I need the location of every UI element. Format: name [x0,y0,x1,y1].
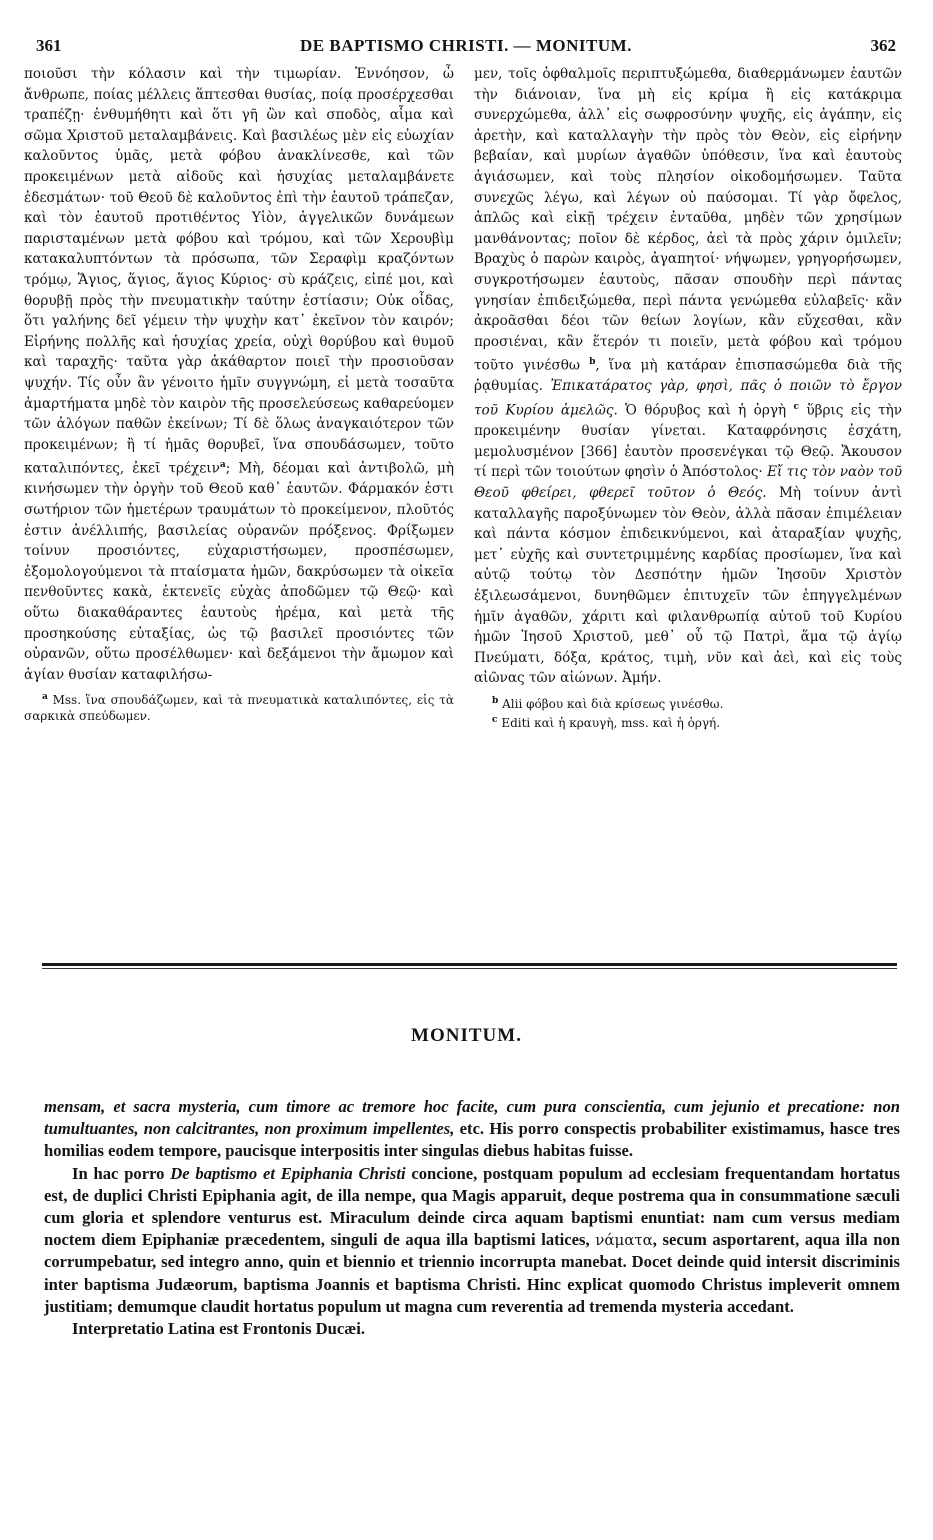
left-footnotes [24,689,454,724]
footnote-a-mark: a [42,692,48,703]
footnote-a [24,689,454,724]
divider-thick-line [42,963,897,966]
left-text-part-2: ; Μὴ, δέομαι καὶ ἀντιβολῶ, μὴ κινήσωμεν τὴν ὀργὴν τοῦ Θεοῦ καθ᾽ ἑαυτῶν. Φάρμακόν ἐστι σωτήριον τῶν ἡμετέρων τραυμάτων τὸ προκείμενον, πλοῦτός ἐστιν ἀνέλλιπής, βασιλείας οὐρανῶν πρόξενος. Φρίξωμεν τοίνυν προσιόντες, εὐχαριστήσωμεν, προσπέσωμεν, ἐξομολογούμενοι τὰ πταίσματα ἡμῶν, δακρύσωμεν τὰ οἰκεῖα πενθοῦντες κακὰ, ἐκτενεῖς εὐχὰς ἀποδῶμεν τῷ Θεῷ· καὶ οὕτω διακαθάραντες ἑαυτοὺς ἠρέμα, καὶ μετὰ τῆς προσηκούσης εὐταξίας, ὡς τῷ βασιλεῖ προσιόντες τῶν οὐρανῶν, οὕτω προσέλθωμεν· καὶ δεξάμενοι τὴν ἄμωμον καὶ ἁγίαν θυσίαν καταφιλήσω- [24,460,455,683]
footnote-b-mark: b [492,695,499,706]
footnote-ref-a: a [219,460,226,471]
greek-column-right [474,64,902,731]
scripture-quote-2: Εἴ τις τὸν ναὸν τοῦ Θεοῦ φθείρει, φθερεῖ τοῦτον ὁ Θεός. [474,464,902,501]
monitum-p2-greek: νάματα [595,1231,653,1250]
footnote-c [474,712,902,731]
page-number-right: 362 [870,36,896,55]
right-column-body [474,64,902,689]
monitum-p1-italic: mensam, et sacra mysteria, cum timore ac tremore hoc facite, cum pura conscientia, cum jejunio et precatione: non tumultuantes, non calcitrantes, non proximum impellentes, [44,1097,900,1139]
monitum-p2-c: , secum asportarent, aqua illa non corrumpebatur, sed integro anno, quin et biennio et triennio incorrupta manebat. Docet deinde quid intersit discriminis inter baptisma Judæorum, baptisma Joannis et baptisma Christi. Hinc explicat quomodo Christus impleverit omnem justitiam; demumque claudit hortatus populum ut magna cum reverentia ad tremenda mysteria accedant. [44,1230,900,1316]
divider-thin-line [42,968,897,969]
footnote-b-text: Alii φόβου καὶ διὰ κρίσεως γινέσθω. [502,696,724,711]
monitum-p2-b: concione, postquam populum ad ecclesiam frequentandam hortatus est, de duplici Christi Epiphania agit, de illa nempe, qua Magis apparuit, deque postrema qua in consummatione sæculi cum gloria et splendore venturus est. Miraculum deinde circa aquam baptismi enuntiat: nam cum versus mediam noctem diem Epiphaniæ præcedentem, singuli de aqua illa baptismi latices, [44,1163,900,1250]
right-text-part-5: Μὴ τοίνυν ἀντὶ καταλλαγῆς παροξύνωμεν τὸν Θεὸν, ἀλλὰ πᾶσαν ἐπιμέλειαν καὶ πάντα κόσμον ἐπιδεικνύμενοι, καὶ ἀταραξίαν ψυχῆς, μετ᾽ εὐχῆς καὶ συντετριμμένης καρδίας προσίωμεν, ἵνα καὶ αὐτῷ τούτῳ τὸν Δεσπότην ἡμῶν Ἰησοῦν Χριστὸν ἐξιλεωσάμενοι, δυνηθῶμεν ἐπιτυχεῖν τῶν ἐπηγγελμένων ἡμῖν ἀγαθῶν, χάριτι καὶ φιλανθρωπίᾳ αὐτοῦ τοῦ Κυρίου ἡμῶν Ἰησοῦ Χριστοῦ, μεθ᾽ οὗ τῷ Πατρὶ, ἅμα τῷ ἁγίῳ Πνεύματι, δόξα, κράτος, τιμὴ, νῦν καὶ ἀεὶ, καὶ εἰς τοὺς αἰῶνας τῶν αἰώνων. Ἀμήν. [474,484,902,687]
monitum-heading: MONITUM. [411,1025,522,1046]
scripture-quote-1: Ἐπικατάρατος γὰρ, φησὶ, πᾶς ὁ ποιῶν τὸ ἔργον τοῦ Κυρίου ἀμελῶς. [474,378,902,419]
monitum-p2-italic-title: De baptismo et Epiphania Christi [170,1163,406,1183]
footnote-c-text: Editi καὶ ἡ κραυγὴ, mss. καὶ ἡ ὀργή. [501,715,721,730]
right-text-part-4: ὕβρις εἰς τὴν προκειμένην θυσίαν γίνεται. Καταφρόνησις ἐσχάτη, μεμολυσμένον [366] ἑαυτὸν προσενέγκαι τῷ Θεῷ. Ἄκουσον τί περὶ τῶν τοιούτων φησὶν ὁ Ἀπόστολος· [474,402,902,481]
monitum-paragraph-3: Interpretatio Latina est Frontonis Ducæi. [72,1319,365,1339]
right-text-part-1: μεν, τοῖς ὀφθαλμοῖς περιπτυξώμεθα, διαθερμάνωμεν ἑαυτῶν τὴν διάνοιαν, ἵνα μὴ εἰς κρίμα ἢ εἰς κατάκριμα συνερχώμεθα, ἀλλ᾽ εἰς σωφροσύνην ψυχῆς, εἰς ἀγάπην, εἰς ἀρετὴν, καὶ καταλλαγὴν τὴν πρὸς τὸν Θεὸν, εἰς εἰρήνην βεβαίαν, καὶ μυρίων ἀγαθῶν ὑπόθεσιν, ἵνα καὶ ἑαυτοὺς ἁγιάσωμεν, καὶ τοὺς πλησίον οἰκοδομήσωμεν. Ταῦτα συνεχῶς λέγω, καὶ λέγων οὐ παύσομαι. Τί γὰρ ὄφελος, ἁπλῶς καὶ εἰκῇ τρέχειν ἐνταῦθα, μηδὲν τῶν χρησίμων μανθάνοντας; ποῖον δὲ κέρδος, ἀεὶ τὰ πρὸς χάριν ὁμιλεῖν; Βραχὺς ὁ παρὼν καιρὸς, ἀγαπητοί· νήψωμεν, γρηγορήσωμεν, συγκροτήσωμεν ἑαυτοὺς, πᾶσαν σπουδὴν περὶ πάντας γνησίαν ἐπιδειξώμεθα, περὶ πάντα γενώμεθα εὐλαβεῖς· κἂν ἀκροᾶσθαι δέοι τῶν θείων λογίων, κἂν εὔχεσθαι, κἂν προσιέναι, κἂν ἕτερόν τι ποιεῖν, μετὰ φόβου καὶ τρόμου τοῦτο γινέσθω [474,66,902,374]
greek-column-left [24,64,454,724]
monitum-paragraph-1 [44,1096,900,1163]
monitum-paragraph-2 [44,1163,900,1318]
running-title: DE BAPTISMO CHRISTI. — MONITUM. [300,36,632,55]
footnote-ref-b: b [589,357,596,368]
section-divider-rule [42,963,897,969]
monitum-body [44,1096,900,1340]
running-header [36,36,896,58]
page-number-left: 361 [36,36,62,55]
right-footnotes [474,693,902,731]
footnote-ref-c: c [793,402,799,413]
monitum-p2-a: In hac porro [72,1163,171,1183]
left-column-body [24,64,454,685]
footnote-b [474,693,902,712]
right-text-part-2: , ἵνα μὴ κατάραν ἐπισπασώμεθα διὰ τῆς ῥᾳθυμίας. [474,357,903,395]
monitum-p1-rest: etc. His porro conspectis probabiliter existimamus, hasce tres homilias eodem tempore, paucisque interpositis inter singulas diebus habitas fuisse. [44,1119,901,1161]
footnote-a-text: Mss. ἵνα σπουδάζωμεν, καὶ τὰ πνευματικὰ καταλιπόντες, εἰς τὰ σαρκικὰ σπεύδωμεν. [24,693,454,724]
footnote-c-mark: c [492,714,498,725]
right-text-part-3: Ὁ θόρυβος καὶ ἡ ὀργὴ [617,402,787,419]
left-text-part-1: ποιοῦσι τὴν κόλασιν καὶ τὴν τιμωρίαν. Ἐννόησον, ὦ ἄνθρωπε, ποίας μέλλεις ἅπτεσθαι θυσίας, ποίᾳ προσέρχεσθαι τραπέζῃ· ἐνθυμήθητι καὶ ὅτι γῆ ὢν καὶ σποδὸς, αἷμα καὶ σῶμα Χριστοῦ μεταλαμβάνεις. Καὶ βασιλέως μὲν εἰς εὐωχίαν καλοῦντος ὑμᾶς, μετὰ φόβου ἀνακλίνεσθε, καὶ τῶν προκειμένων μετὰ αἰδοῦς καὶ ἡσυχίας μεταλαμβάνετε ἐδεσμάτων· τοῦ Θεοῦ δὲ καλοῦντος ἐπὶ τὴν ἑαυτοῦ τράπεζαν, καὶ τὸν ἑαυτοῦ προτιθέντος Υἱὸν, ἀγγελικῶν δυνάμεων παρισταμένων μετὰ φόβου καὶ τρόμου, καὶ τῶν Χερουβὶμ κατακαλυπτόντων τὰ πρόσωπα, τῶν Σεραφὶμ κραζόντων τρόμῳ, Ἅγιος, ἅγιος, ἅγιος Κύριος· σὺ κράζεις, εἰπέ μοι, καὶ θορυβῇ πρὸς τὴν πνευματικὴν ταύτην ἑστίασιν; Οὐκ οἶδας, ὅτι γαλήνης δεῖ γέμειν τὴν ψυχὴν κατ᾽ ἐκεῖνον τὸν καιρόν; Εἰρήνης πολλῆς καὶ ἡσυχίας χρεία, οὐχὶ θορύβου καὶ θυμοῦ καὶ ταραχῆς· ταῦτα γὰρ ἀκάθαρτον ποιεῖ τὴν προσιοῦσαν ψυχήν. Τίς οὖν ἂν γένοιτο ἡμῖν συγγνώμη, εἰ μετὰ τοσαῦτα ἁμαρτήματα μηδὲ τὸν καιρὸν τῆς προσελεύσεως καθαρεύομεν τῶν ἀλόγων παθῶν ἐκείνων; Τί δὲ ὅλως ἀναγκαιότερον τῶν προκειμένων; ἢ τί ἡμᾶς θορυβεῖ, ἵνα σπουδάσωμεν, τοῦτο καταλιπόντες, ἐκεῖ τρέχειν [24,66,454,477]
